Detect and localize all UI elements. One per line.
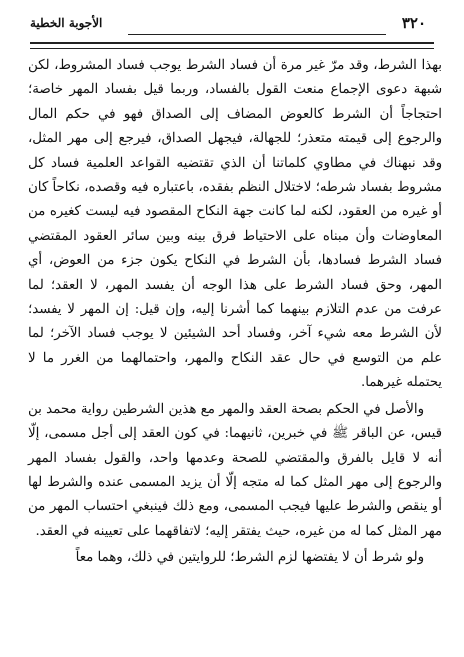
body-text [28,54,442,571]
paragraph: ولو شرط أن لا يفتضها لزم الشرط؛ للروايتين في ذلك، وهما معاً [75,550,424,566]
header-divider [30,42,434,49]
running-title: الأجوبة الخطية [30,16,103,30]
header-rule-left [128,34,276,35]
page-number: ٣٢٠ [401,14,426,32]
paragraph: والأصل في الحكم بصحة العقد والمهر مع هذين الشرطين رواية محمد بن قيس، عن الباقر ﷺ في خبرين، ثانيهما: في كون العقد إلى أجل مسمى، إلّا أنه لا قايل بالفرق والمقتضي للصحة وعدمها واحد، والقول بفساد المهر والرجوع إلى مهر المثل كما له متجه إلّا أن يزيد المسمى عنده والشرط لها أو ينقص والشرط عليها فيجب المسمى، ومع ذلك فينبغي احتساب المهر من مهر المثل كما له من غيره، حيث يفتقر إليه؛ لاتفاقهما على تعيينه في العقد. [28,401,442,539]
paragraph: بهذا الشرط، وقد مرّ غير مرة أن فساد الشرط يوجب فساد المشروط، لكن شبهة دعوى الإجماع منعت القول بالفساد، وربما قيل بفساد المهر خاصة؛ احتجاجاً أن الشرط كالعوض المضاف إلى الصداق فهو في حكم المال والرجوع إلى قيمته متعذر؛ للجهالة، فيجهل الصداق، فيرجع إلى مهر المثل، وقد نبهناك في مطاوي كلماتنا أن الذي تقتضيه القواعد العلمية فساد كل مشروط بفساد شرطه؛ لاختلال النظم بفقده، باعتباره فيه وقصده، نكاحاً كان أو غيره من العقود، لكنه لما كانت جهة النكاح المقصود فيه ليست كغيره من المعاوضات وأن مبناه على الاحتياط فرق بينه وبين سائر العقود المقتضي فساد الشرط فسادها، بأن الشرط في النكاح يكون جزء من العوض، أي المهر، وحق فساد الشرط على هذا الوجه أن يفسد المهر، لا العقد؛ لما عرفت من عدم التلازم بينهما كما أشرنا إليه، وإن قيل: إن المهر لا يفسد؛ لأن الشرط معه شيء آخر، وفساد أحد الشيئين لا يوجب فساد الآخر؛ لما علم من التوسع في حال عقد النكاح والمهر، واحتمالهما من الغرر ما لا يحتمله غيرهما. [28,58,442,391]
